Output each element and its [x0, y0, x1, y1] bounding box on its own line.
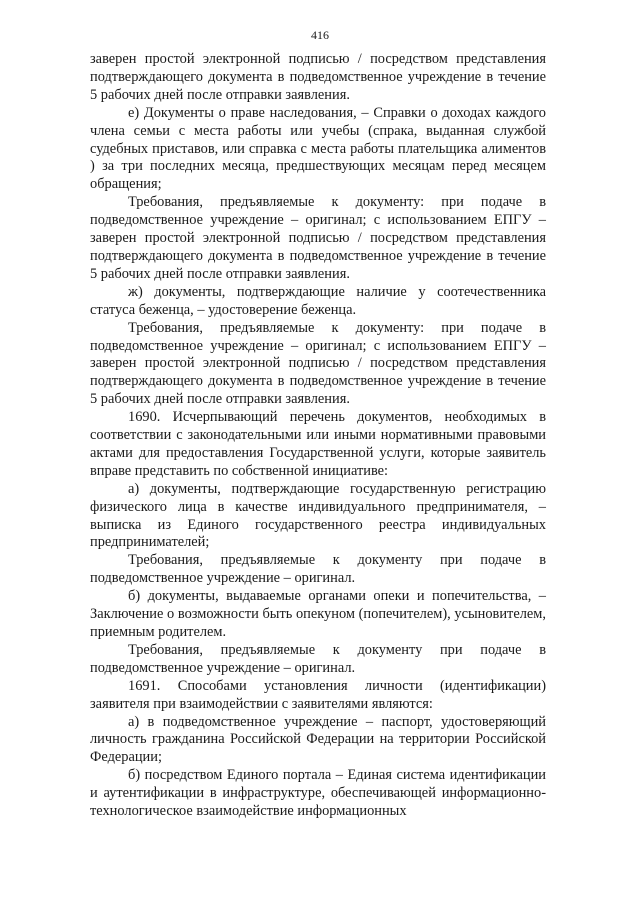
- paragraph: а) в подведомственное учреждение – паспорт, удостоверяющий личность гражданина Российской Федерации на территории Российской Федерации;: [90, 713, 546, 766]
- paragraph: 1690. Исчерпывающий перечень документов, необходимых в соответствии с законодательными или иными нормативными правовыми актами для предоставления Государственной услуги, которые заявитель вправе представить по собственной инициативе:: [90, 409, 546, 479]
- paragraph: заверен простой электронной подписью / посредством представления подтверждающего документа в подведомственное учреждение в течение 5 рабочих дней после отправки заявления.: [90, 51, 546, 103]
- body-text: [90, 51, 546, 821]
- page-number: 416: [311, 28, 329, 42]
- paragraph: б) документы, выдаваемые органами опеки и попечительства, – Заключение о возможности быть опекуном (попечителем), усыновителем, приемным родителем.: [90, 588, 546, 640]
- paragraph: Требования, предъявляемые к документу: при подаче в подведомственное учреждение – оригинал; с использованием ЕПГУ – заверен простой электронной подписью / посредством представления подтверждающего документа в подведомственное учреждение в течение 5 рабочих дней после отправки заявления.: [90, 319, 546, 408]
- paragraph: б) посредством Единого портала – Единая система идентификации и аутентификации в инфраструктуре, обеспечивающей информационно-технологическое взаимодействие информационных: [90, 767, 546, 820]
- paragraph: ж) документы, подтверждающие наличие у соотечественника статуса беженца, – удостоверение беженца.: [90, 283, 546, 318]
- paragraph: 1691. Способами установления личности (идентификации) заявителя при взаимодействии с заявителями являются:: [90, 677, 546, 712]
- paragraph: е) Документы о праве наследования, – Справки о доходах каждого члена семьи с места работы или учебы (спрака, выданная службой судебных приставов, или справка с места работы плательщика алиментов ) за три последних месяца, предшествующих месяцам перед месяцем обращения;: [90, 104, 546, 193]
- paragraph: а) документы, подтверждающие государственную регистрацию физического лица в качестве индивидуального предпринимателя, – выписка из Единого государственного реестра индивидуальных предпринимателей;: [90, 480, 546, 551]
- paragraph: Требования, предъявляемые к документу при подаче в подведомственное учреждение – оригинал.: [90, 552, 546, 587]
- paragraph: Требования, предъявляемые к документу при подаче в подведомственное учреждение – оригинал.: [90, 641, 546, 676]
- paragraph: Требования, предъявляемые к документу: при подаче в подведомственное учреждение – оригинал; с использованием ЕПГУ – заверен простой электронной подписью / посредством представления подтверждающего документа в подведомственное учреждение в течение 5 рабочих дней после отправки заявления.: [90, 194, 546, 282]
